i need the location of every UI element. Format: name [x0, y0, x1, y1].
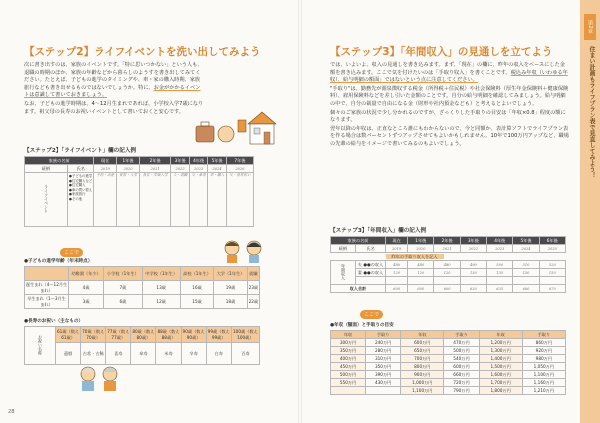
inc-cell: 480 [408, 261, 434, 269]
edu-cell: 3歳 [69, 295, 104, 309]
inc-cell: 120 [408, 269, 434, 277]
inc-banner: 昨年の手取り収入を記入 [386, 254, 444, 259]
takehome-table [330, 330, 566, 395]
inc-h: 4年後 [487, 237, 513, 245]
tk-takehome-cell: 600万円 [444, 363, 479, 371]
inc-vlabel: 年間収入 [341, 264, 346, 280]
age-label: ●長寿のお祝い（主なもの） [24, 319, 84, 324]
tk-row [331, 339, 566, 347]
tk-income-cell: 1,800万円 [479, 387, 522, 395]
tk-h: 年収 [479, 331, 522, 339]
tk-h: 手取り [366, 331, 401, 339]
right-para4: 翌年以降の年収は、正直なところ誰にもわからないので、今と同額か、表計算ソフトでライフプラン表を作る場合は数パーセントずつアップさせてもよいかもしれません。10年で100万円アップなど、職場の先輩の給与をイメージで書いてみるのもよいでしょう。 [330, 125, 569, 147]
le-year: 2020 [117, 165, 140, 173]
inc-cell-empty [513, 277, 539, 285]
inc-cell: 490 [460, 261, 486, 269]
inc-cell-empty [408, 277, 434, 285]
inc-banner-spacer [331, 253, 386, 261]
le-hw-cell: 長女・学級入学 [139, 173, 170, 227]
right-page [300, 0, 600, 423]
inc-h: 現在 [386, 237, 408, 245]
tk-row [331, 371, 566, 379]
inc-cell-empty [539, 277, 565, 285]
inc-year: 2021 [434, 245, 460, 253]
inc-h: 1年後 [408, 237, 434, 245]
le-year: 2022 [171, 165, 189, 173]
tk-takehome-cell: 540万円 [444, 355, 479, 363]
edu-cell: 16歳 [180, 281, 213, 295]
tk-income-cell: 600万円 [401, 339, 444, 347]
inc-year: 2022 [460, 245, 486, 253]
edu-cell: 6歳 [104, 295, 142, 309]
chapter-tab-label: 第2章 [584, 14, 596, 40]
tk-income-cell: 400万円 [331, 355, 366, 363]
tk-row [331, 355, 566, 363]
tk-takehome-cell: 1,100万円 [522, 371, 565, 379]
tk-h: 年収 [331, 331, 366, 339]
edu-cell: 4歳 [69, 281, 104, 295]
edu-h: 中学校（1年生） [142, 267, 180, 281]
le-sub-b: 氏名 [68, 165, 94, 173]
le-sub-a: 続柄 [25, 165, 68, 173]
inc-year: 2023 [487, 245, 513, 253]
tk-takehome-cell: 310万円 [366, 355, 401, 363]
inc-row [331, 261, 566, 269]
le-header-row [25, 157, 254, 165]
tk-h: 手取り [444, 331, 479, 339]
inc-total-cell: 600 [386, 285, 408, 293]
tk-income-cell: 550万円 [331, 379, 366, 387]
tk-income-cell: 450万円 [331, 363, 366, 371]
tk-takehome-cell [366, 387, 401, 395]
age-h: 100歳（数え100歳） [231, 327, 259, 343]
inc-vlabel-cell [331, 261, 356, 285]
tk-income-cell: 1,700万円 [479, 379, 522, 387]
edu-row-title: 遅生まれ（4〜12月生まれ） [25, 281, 68, 293]
tk-income-cell: 650万円 [401, 347, 444, 355]
inc-total-row [331, 285, 566, 293]
tk-row [331, 363, 566, 371]
tk-income-cell: 1,200万円 [479, 339, 522, 347]
age-vlabel-cell [25, 327, 56, 365]
left-table-label: 【ステップ2】「ライフイベント」欄の記入例 [24, 148, 137, 154]
tk-income-cell: 300万円 [331, 339, 366, 347]
le-h7: 7年後 [226, 157, 253, 165]
le-h2: 1年後 [117, 157, 140, 165]
le-year: 2026 [226, 165, 253, 173]
age-name: 卒寿 [181, 343, 206, 365]
left-body [24, 62, 204, 117]
right-table-label: 【ステップ3】「年間収入」欄の記入例 [330, 228, 427, 234]
tk-takehome-cell: 430万円 [366, 379, 401, 387]
age-name: 還暦 [56, 343, 81, 365]
inc-total-cell: 620 [460, 285, 486, 293]
inc-sub-a: 続柄 [331, 245, 356, 253]
tk-income-cell: 1,000万円 [401, 379, 444, 387]
age-name: 傘寿 [131, 343, 156, 365]
age-name: 百寿 [231, 343, 259, 365]
inc-total-cell: 670 [539, 285, 565, 293]
age-h: 80歳（数え80歳） [131, 327, 156, 343]
right-para1a: では、いよいよ、収入の見通しを書き込みます。まず、「現在」の欄に、昨年の収入をベースにした金額を書き込みます。ここで気を付けたいのは「手取り収入」を書くことです。 [330, 62, 565, 76]
inc-row-title: 妻 ●●の収入 [356, 269, 386, 277]
inc-row [331, 269, 566, 277]
left-heading: 【ステップ2】ライフイベントを洗い出してみよう [24, 46, 261, 58]
age-h: 61歳（数え61歳） [56, 327, 81, 343]
edu-cell: 23歳 [247, 281, 259, 295]
income-table [330, 236, 566, 293]
tk-label: ●年収（額面）と手取りの目安 [330, 323, 394, 328]
edu-label: ●子どもの進学年齢（年末時点） [24, 259, 93, 264]
edu-h [25, 267, 69, 281]
tk-income-cell: 1,100万円 [401, 387, 444, 395]
le-vlabel-cell [25, 173, 68, 227]
age-h: 77歳（数え77歳） [106, 327, 131, 343]
inc-total-cell: 600 [408, 285, 434, 293]
le-hw-cell: 車・購入 [208, 173, 226, 227]
tk-income-cell: 500万円 [331, 371, 366, 379]
inc-cell-empty [434, 277, 460, 285]
chapter-side-tab [580, 0, 600, 423]
edu-age-table [24, 266, 260, 309]
tk-takehome-cell: 720万円 [444, 379, 479, 387]
inc-cell: 500 [487, 261, 513, 269]
tk-takehome-cell: 980万円 [522, 355, 565, 363]
le-year: 2021 [139, 165, 170, 173]
inc-cell: 510 [513, 261, 539, 269]
tk-income-cell: 1,300万円 [479, 347, 522, 355]
edu-row [25, 281, 260, 295]
inc-year: 2025 [539, 245, 565, 253]
le-hw-cell: 予約・出産 [94, 173, 117, 227]
tk-row [331, 379, 566, 387]
tk-takehome-cell: 390万円 [366, 371, 401, 379]
le-hw-cell: 父・長寿祝い [226, 173, 253, 227]
tk-income-cell [331, 387, 366, 395]
tk-income-cell: 1,400万円 [479, 355, 522, 363]
tk-h: 年収 [401, 331, 444, 339]
tk-takehome-cell: 790万円 [444, 387, 479, 395]
le-h4: 3年後 [171, 157, 189, 165]
le-hw-cell: 父・傘寿 [189, 173, 207, 227]
left-para1b: お金がかかるイベントは意識して書いておきましょう。 [24, 84, 201, 99]
koko-badge-left: ここで [60, 248, 83, 257]
le-h0: 家族の名前 [25, 157, 94, 165]
inc-h: 2年後 [434, 237, 460, 245]
right-body [330, 62, 570, 150]
age-name: 古希・古稀 [81, 343, 106, 365]
le-items: ●子どもの進学 ●住宅購入など ●住宅購入 ●車の買い替え ●家族旅行 ●その他 [68, 173, 94, 227]
inc-cell: 120 [386, 269, 408, 277]
tk-takehome-cell: 660万円 [444, 371, 479, 379]
tk-income-cell: 800万円 [401, 363, 444, 371]
inc-h: 3年後 [460, 237, 486, 245]
right-heading: 【ステップ3】「年間収入」の見通しを立てよう [330, 46, 553, 58]
inc-total-cell: 635 [487, 285, 513, 293]
right-para2: "手取り"は、勤務先が源泉徴収する税金（所得税＋住民税）や社会保険料（厚生年金保険料＋健康保険料）、雇用保険料などを差し引いた金額のことです。自分の給与明細を確認してみましょう。給与明細の中で、自分の裁量で自由になる金（財形や社内預金なども）と考えるとよいでしょう。 [330, 85, 569, 107]
edu-cell: 19歳 [214, 281, 247, 295]
inc-sub-b: 氏名 [356, 245, 386, 253]
le-year: 2023 [189, 165, 207, 173]
inc-cell: 480 [434, 261, 460, 269]
edu-h: 小学校（1年生） [104, 267, 142, 281]
inc-cell: 150 [513, 269, 539, 277]
koko-badge-right: ここで [360, 310, 383, 319]
le-h1: 現在 [94, 157, 117, 165]
left-para2: なお、子どもの進学時期は、4〜12月生まれであれば、小学校入学7歳になります。祖父母の長寿のお祝いイベントとして書いておくと安心です。 [24, 100, 204, 115]
inc-cell-empty [460, 277, 486, 285]
children-illustration [218, 238, 268, 264]
life-event-illustration [190, 100, 278, 152]
le-body-row [25, 173, 254, 227]
tk-takehome-cell: 500万円 [444, 347, 479, 355]
inc-total-cell: 660 [513, 285, 539, 293]
edu-cell: 22歳 [247, 295, 259, 309]
le-hw-cell: 夫・退職 [171, 173, 189, 227]
inc-cell: 150 [539, 269, 565, 277]
chapter-side-title: 住まい計画もライフプラン表で見直してみよう！ [588, 46, 595, 178]
tk-takehome-cell: 1,160万円 [522, 379, 565, 387]
age-header-row [25, 327, 260, 343]
tk-income-cell: 1,600万円 [479, 371, 522, 379]
edu-h: 高校（1年生） [180, 267, 213, 281]
inc-banner-row [331, 253, 566, 261]
longevity-table [24, 326, 260, 365]
inc-h0: 家族の名前 [331, 237, 386, 245]
tk-takehome-cell: 280万円 [366, 347, 401, 355]
inc-row-title [356, 277, 386, 285]
inc-year: 2020 [408, 245, 434, 253]
inc-h: 6年後 [539, 237, 565, 245]
edu-row-title: 早生まれ（1〜3月生まれ） [25, 295, 69, 309]
inc-banner-cell [386, 253, 566, 261]
tk-income-cell: 350万円 [331, 347, 366, 355]
age-vlabel: お祝い名称 [38, 335, 43, 355]
inc-cell: 480 [386, 261, 408, 269]
edu-h: 就職 [247, 267, 259, 281]
edu-header-row [25, 267, 260, 281]
inc-cell: 120 [434, 269, 460, 277]
age-name: 白寿 [206, 343, 231, 365]
inc-sub-row [331, 245, 566, 253]
age-h: 88歳（数え88歳） [156, 327, 181, 343]
left-para1a: 次に書き出すのは、家族のイベントです。「特に思いつかない」という人も、退職の時期のほか、家族の年齢などから暮らしのようすを書き出してみてください。たとえば、子どもの進学のタイミングや、車・家の購入時期、家族旅行なども書き出せるものではないでしょうか。特に、 [24, 62, 203, 91]
inc-header-row [331, 237, 566, 245]
age-name: 喜寿 [106, 343, 131, 365]
grandparents-illustration [74, 362, 124, 392]
inc-total-cell: 600 [434, 285, 460, 293]
le-sub-row [25, 165, 254, 173]
le-vlabel: ライフイベント [44, 185, 49, 213]
tk-takehome-cell: 1,050万円 [522, 363, 565, 371]
le-h3: 2年後 [139, 157, 170, 165]
tk-income-cell: 1,500万円 [479, 363, 522, 371]
edu-row [25, 295, 260, 309]
le-h6: 5年後 [208, 157, 226, 165]
inc-year: 2024 [513, 245, 539, 253]
tk-header-row [331, 331, 566, 339]
inc-cell-empty [386, 277, 408, 285]
age-name: 米寿 [156, 343, 181, 365]
le-year: 2019 [94, 165, 117, 173]
inc-cell: 520 [539, 261, 565, 269]
age-h: 90歳（数え90歳） [181, 327, 206, 343]
age-h: 99歳（数え99歳） [206, 327, 231, 343]
tk-takehome-cell: 920万円 [522, 347, 565, 355]
tk-takehome-cell: 470万円 [444, 339, 479, 347]
edu-cell: 7歳 [104, 281, 142, 295]
life-event-table [24, 156, 254, 227]
inc-cell-empty [487, 277, 513, 285]
tk-takehome-cell: 350万円 [366, 363, 401, 371]
edu-cell: 18歳 [214, 295, 247, 309]
inc-row-title: 夫 ●●の収入 [356, 261, 386, 269]
tk-takehome-cell: 1,210万円 [522, 387, 565, 395]
inc-year: 2019 [386, 245, 408, 253]
inc-row-empty [331, 277, 566, 285]
age-h: 70歳（数え70歳） [81, 327, 106, 343]
tk-takehome-cell: 240万円 [366, 339, 401, 347]
page-number-left: 28 [8, 409, 15, 415]
tk-row [331, 347, 566, 355]
edu-h: 大学（1年生） [214, 267, 247, 281]
le-year: 2024 [208, 165, 226, 173]
right-para3: 個々のご家族の状況で少し分かれるのですが、ざっくりした手取りの目安は「年収×0.8」程度の額になります。 [330, 109, 566, 124]
right-para1b: 税込み年収（いわゆる年収）、給与明細の額面」ではないという点に注意してください。 [330, 69, 568, 84]
inc-total-title: 収入合計 [331, 285, 386, 293]
age-name-row [25, 343, 260, 365]
edu-cell: 13歳 [142, 281, 180, 295]
edu-cell: 15歳 [180, 295, 213, 309]
le-hw-cell: 長男・入学 [117, 173, 140, 227]
edu-h: 幼稚園（年少） [69, 267, 104, 281]
tk-h: 手取り [522, 331, 565, 339]
inc-h: 5年後 [513, 237, 539, 245]
tk-income-cell: 900万円 [401, 371, 444, 379]
inc-cell: 135 [487, 269, 513, 277]
edu-cell: 12歳 [142, 295, 180, 309]
tk-income-cell: 700万円 [401, 355, 444, 363]
le-h5: 4年後 [189, 157, 207, 165]
tk-takehome-cell: 860万円 [522, 339, 565, 347]
inc-cell: 130 [460, 269, 486, 277]
tk-row [331, 387, 566, 395]
